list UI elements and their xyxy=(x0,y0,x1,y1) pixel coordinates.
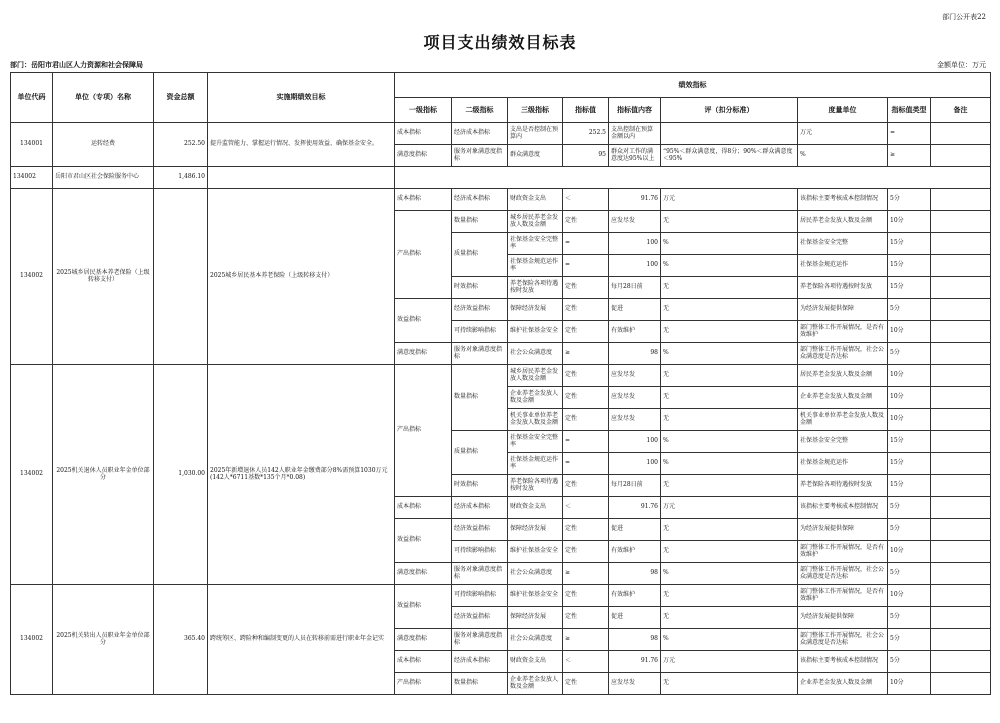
measure-unit: 万元 xyxy=(798,123,888,145)
value-content: 98 xyxy=(609,629,661,651)
col-unit-name: 单位（专项）名称 xyxy=(53,73,154,123)
level3: 群众满意度 xyxy=(508,145,563,167)
level2: 数量指标 xyxy=(452,211,508,233)
col-value-type: 指标值类型 xyxy=(888,98,931,123)
level2: 服务对象满意度指标 xyxy=(452,145,508,167)
scoring: 无 xyxy=(661,211,798,233)
target: 提升监管能力、掌握运行情况、发挥使用效益、确保基金安全。 xyxy=(208,123,395,167)
scoring: 无 xyxy=(661,585,798,607)
level3: 养老保险各项待遇按时发放 xyxy=(508,277,563,299)
value: ≥ xyxy=(563,343,609,365)
value-content: 有效维护 xyxy=(609,585,661,607)
col-target: 实施期绩效目标 xyxy=(208,73,395,123)
level3: 财政资金支出 xyxy=(508,189,563,211)
level1: 满意度指标 xyxy=(395,563,452,585)
remark xyxy=(931,233,991,255)
remark xyxy=(931,255,991,277)
table-row xyxy=(11,167,991,189)
col-unit-code: 单位代码 xyxy=(11,73,53,123)
level3: 维护社保基金安全 xyxy=(508,541,563,563)
scoring: 无 xyxy=(661,321,798,343)
value: 定性 xyxy=(563,321,609,343)
scoring: 无 xyxy=(661,277,798,299)
level2: 经济效益指标 xyxy=(452,519,508,541)
level2: 经济成本指标 xyxy=(452,123,508,145)
table-number: 部门公开表22 xyxy=(942,13,986,21)
scoring: 万元 xyxy=(661,651,798,673)
scoring: % xyxy=(661,431,798,453)
value-type: 10分 xyxy=(888,365,931,387)
target xyxy=(208,167,395,189)
remark xyxy=(931,365,991,387)
remark xyxy=(931,431,991,453)
value: 定性 xyxy=(563,585,609,607)
remark xyxy=(931,673,991,695)
value-content: 每月28日前 xyxy=(609,475,661,497)
measure-unit: 部门整体工作开展情况，是否有效维护 xyxy=(798,321,888,343)
funds-total xyxy=(154,189,208,365)
level1: 成本指标 xyxy=(395,123,452,145)
scoring: % xyxy=(661,453,798,475)
value-type: ≥ xyxy=(888,145,931,167)
remark xyxy=(931,299,991,321)
value-content: 应发尽发 xyxy=(609,387,661,409)
target: 2025年新增退休人员142人职业年金缴费部分8%需预算1030万元(142人*6711基数*135个月*0.08) xyxy=(208,365,395,585)
level1: 满意度指标 xyxy=(395,145,452,167)
funds-total: 252.50 xyxy=(154,123,208,167)
value: 定性 xyxy=(563,541,609,563)
value-content: 应发尽发 xyxy=(609,409,661,431)
scoring: 无 xyxy=(661,541,798,563)
measure-unit: 居民养老金发放人数及金额 xyxy=(798,211,888,233)
value-type: 10分 xyxy=(888,585,931,607)
value-type: 5分 xyxy=(888,629,931,651)
value-type: 10分 xyxy=(888,541,931,563)
level3: 社会公众满意度 xyxy=(508,343,563,365)
scoring: 万元 xyxy=(661,497,798,519)
value-type: 15分 xyxy=(888,453,931,475)
value-type: 15分 xyxy=(888,277,931,299)
value-content: 98 xyxy=(609,343,661,365)
value-type: 10分 xyxy=(888,673,931,695)
scoring: 无 xyxy=(661,409,798,431)
level2: 服务对象满意度指标 xyxy=(452,343,508,365)
scoring: 无 xyxy=(661,299,798,321)
value-type: 10分 xyxy=(888,211,931,233)
level3: 社保基金规范运作率 xyxy=(508,453,563,475)
col-indicators: 绩效指标 xyxy=(395,73,991,98)
scoring: 万元 xyxy=(661,189,798,211)
value: 252.5 xyxy=(563,123,609,145)
level3: 企业养老金发放人数及金额 xyxy=(508,387,563,409)
level2: 经济效益指标 xyxy=(452,299,508,321)
col-level1: 一级指标 xyxy=(395,98,452,123)
value-type: 5分 xyxy=(888,343,931,365)
level3: 机关事业单位养老金发放人数及金额 xyxy=(508,409,563,431)
value-content: 100 xyxy=(609,233,661,255)
funds-total: 365.40 xyxy=(154,585,208,695)
level2: 经济成本指标 xyxy=(452,651,508,673)
measure-unit: 部门整体工作开展情况，社会公众满意度是否达标 xyxy=(798,563,888,585)
col-scoring: 评（扣分标准） xyxy=(661,98,798,123)
value-type: = xyxy=(888,123,931,145)
value-content: 促进 xyxy=(609,299,661,321)
value-type: 10分 xyxy=(888,409,931,431)
level1: 效益指标 xyxy=(395,299,452,343)
value-content: 每月28日前 xyxy=(609,277,661,299)
target: 2025城乡居民基本养老保险（上级转移支付） xyxy=(208,189,395,365)
level3: 企业养老金发放人数及金额 xyxy=(508,673,563,695)
unit-name: 岳阳市君山区社会保险服务中心 xyxy=(53,167,154,189)
target: 跨统筹区、跨险种和编制变更的人员在转移前需进行职业年金记实 xyxy=(208,585,395,695)
value-type: 15分 xyxy=(888,233,931,255)
level2: 可持续影响指标 xyxy=(452,321,508,343)
remark xyxy=(931,497,991,519)
remark xyxy=(931,277,991,299)
level3: 保障经济发展 xyxy=(508,519,563,541)
unit-name: 2025城乡居民基本养老保险（上级转移支付） xyxy=(53,189,154,365)
level3: 财政资金支出 xyxy=(508,497,563,519)
measure-unit: 部门整体工作开展情况，社会公众满意度是否达标 xyxy=(798,343,888,365)
level3: 社会公众满意度 xyxy=(508,629,563,651)
department-label: 部门：岳阳市君山区人力资源和社会保障局 xyxy=(10,60,143,69)
remark xyxy=(931,629,991,651)
level3: 社保基金安全完整率 xyxy=(508,431,563,453)
measure-unit: 该指标主要考核成本控制情况 xyxy=(798,497,888,519)
value: 95 xyxy=(563,145,609,167)
measure-unit: 居民养老金发放人数及金额 xyxy=(798,365,888,387)
value: ≥ xyxy=(563,563,609,585)
level1: 成本指标 xyxy=(395,189,452,211)
value-type: 5分 xyxy=(888,651,931,673)
scoring xyxy=(661,123,798,145)
table-row xyxy=(11,585,991,607)
unit-name: 运转经费 xyxy=(53,123,154,167)
measure-unit: % xyxy=(798,145,888,167)
value-content: 促进 xyxy=(609,607,661,629)
measure-unit: 部门整体工作开展情况，社会公众满意度是否达标 xyxy=(798,629,888,651)
level2: 时效指标 xyxy=(452,277,508,299)
scoring: 无 xyxy=(661,519,798,541)
measure-unit: 养老保险各项待遇按时发放 xyxy=(798,475,888,497)
value: = xyxy=(563,255,609,277)
value-type: 5分 xyxy=(888,497,931,519)
scoring: 无 xyxy=(661,607,798,629)
value: 定性 xyxy=(563,607,609,629)
value-type: 15分 xyxy=(888,255,931,277)
unit-code: 134001 xyxy=(11,123,53,167)
value: 定性 xyxy=(563,673,609,695)
remark xyxy=(931,189,991,211)
level3: 维护社保基金安全 xyxy=(508,321,563,343)
col-measure-unit: 度量单位 xyxy=(798,98,888,123)
value: = xyxy=(563,233,609,255)
remark xyxy=(931,453,991,475)
value-content: 98 xyxy=(609,563,661,585)
measure-unit: 企业养老金发放人数及金额 xyxy=(798,387,888,409)
col-value-content: 指标值内容 xyxy=(609,98,661,123)
measure-unit: 为经济发展提供保障 xyxy=(798,299,888,321)
funds-total: 1,030.00 xyxy=(154,365,208,585)
unit-code: 134002 xyxy=(11,189,53,365)
value: 定性 xyxy=(563,475,609,497)
value: 定性 xyxy=(563,519,609,541)
funds-total: 1,486.10 xyxy=(154,167,208,189)
level2: 可持续影响指标 xyxy=(452,541,508,563)
scoring: % xyxy=(661,563,798,585)
level2: 数量指标 xyxy=(452,673,508,695)
level3: 社会公众满意度 xyxy=(508,563,563,585)
value: = xyxy=(563,453,609,475)
remark xyxy=(931,321,991,343)
level3: 城乡居民养老金发放人数及金额 xyxy=(508,211,563,233)
level3: 保障经济发展 xyxy=(508,299,563,321)
level1: 满意度指标 xyxy=(395,343,452,365)
value-content: 91.76 xyxy=(609,651,661,673)
value: ＜ xyxy=(563,497,609,519)
value-type: 5分 xyxy=(888,563,931,585)
value: 定性 xyxy=(563,277,609,299)
level3: 城乡居民养老金发放人数及金额 xyxy=(508,365,563,387)
measure-unit: 机关事业单位养老金发放人数及金额 xyxy=(798,409,888,431)
value-content: 应发尽发 xyxy=(609,365,661,387)
unit-code: 134002 xyxy=(11,365,53,585)
level1: 效益指标 xyxy=(395,519,452,563)
value: 定性 xyxy=(563,387,609,409)
scoring: % xyxy=(661,629,798,651)
value-content: 群众对工作的满意度达95%以上 xyxy=(609,145,661,167)
scoring: 无 xyxy=(661,365,798,387)
table-row xyxy=(11,365,991,387)
value: ≥ xyxy=(563,629,609,651)
measure-unit: 部门整体工作开展情况，是否有效维护 xyxy=(798,585,888,607)
measure-unit: 社保基金安全完整 xyxy=(798,233,888,255)
measure-unit: 该指标主要考核成本控制情况 xyxy=(798,189,888,211)
measure-unit: 为经济发展提供保障 xyxy=(798,607,888,629)
value-type: 10分 xyxy=(888,321,931,343)
indicator-blank xyxy=(395,167,991,189)
remark xyxy=(931,563,991,585)
unit-name: 2025机关转出人员职业年金单位部分 xyxy=(53,585,154,695)
level1: 效益指标 xyxy=(395,585,452,629)
measure-unit: 养老保险各项待遇按时发放 xyxy=(798,277,888,299)
scoring: 无 xyxy=(661,673,798,695)
table-row xyxy=(11,123,991,145)
measure-unit: 部门整体工作开展情况，是否有效维护 xyxy=(798,541,888,563)
level1: 成本指标 xyxy=(395,497,452,519)
value: 定性 xyxy=(563,211,609,233)
col-remark: 备注 xyxy=(931,98,991,123)
level2: 经济成本指标 xyxy=(452,497,508,519)
value-content: 有效维护 xyxy=(609,321,661,343)
value-content: 应发尽发 xyxy=(609,673,661,695)
col-value: 指标值 xyxy=(563,98,609,123)
level3: 支出是否控制在预算内 xyxy=(508,123,563,145)
level1: 成本指标 xyxy=(395,651,452,673)
unit-code: 134002 xyxy=(11,585,53,695)
level2: 经济成本指标 xyxy=(452,189,508,211)
measure-unit: 企业养老金发放人数及金额 xyxy=(798,673,888,695)
level3: 财政资金支出 xyxy=(508,651,563,673)
level2: 服务对象满意度指标 xyxy=(452,563,508,585)
remark xyxy=(931,541,991,563)
value: 定性 xyxy=(563,409,609,431)
col-funds-total: 资金总额 xyxy=(154,73,208,123)
measure-unit: 该指标主要考核成本控制情况 xyxy=(798,651,888,673)
level1: 产出指标 xyxy=(395,365,452,497)
level3: 养老保险各项待遇按时发放 xyxy=(508,475,563,497)
scoring: % xyxy=(661,343,798,365)
remark xyxy=(931,475,991,497)
level2: 经济效益指标 xyxy=(452,607,508,629)
remark xyxy=(931,607,991,629)
level3: 社保基金规范运作率 xyxy=(508,255,563,277)
performance-target-table xyxy=(10,72,991,695)
value: 定性 xyxy=(563,299,609,321)
value: ＜ xyxy=(563,189,609,211)
scoring: 无 xyxy=(661,387,798,409)
level1: 产出指标 xyxy=(395,673,452,695)
level3: 保障经济发展 xyxy=(508,607,563,629)
scoring: 无 xyxy=(661,475,798,497)
remark xyxy=(931,651,991,673)
value-type: 5分 xyxy=(888,299,931,321)
unit-name: 2025机关退休人员职业年金单位部分 xyxy=(53,365,154,585)
measure-unit: 社保基金规范运作 xyxy=(798,255,888,277)
page-title: 项目支出绩效目标表 xyxy=(423,33,577,52)
value-type: 10分 xyxy=(888,387,931,409)
value-type: 5分 xyxy=(888,607,931,629)
measure-unit: 为经济发展提供保障 xyxy=(798,519,888,541)
value-content: 91.76 xyxy=(609,497,661,519)
level2: 质量指标 xyxy=(452,431,508,475)
remark xyxy=(931,387,991,409)
remark xyxy=(931,211,991,233)
value: ＜ xyxy=(563,651,609,673)
table-row xyxy=(11,189,991,211)
measure-unit: 社保基金规范运作 xyxy=(798,453,888,475)
level2: 可持续影响指标 xyxy=(452,585,508,607)
value: 定性 xyxy=(563,365,609,387)
level2: 时效指标 xyxy=(452,475,508,497)
value-content: 100 xyxy=(609,255,661,277)
value-content: 91.76 xyxy=(609,189,661,211)
value-content: 应发尽发 xyxy=(609,211,661,233)
level1: 满意度指标 xyxy=(395,629,452,651)
level3: 社保基金安全完整率 xyxy=(508,233,563,255)
unit-code: 134002 xyxy=(11,167,53,189)
scoring: “95%＜群众满意度，得8分；90%＜群众满意度＜95% xyxy=(661,145,798,167)
scoring: % xyxy=(661,233,798,255)
value-content: 促进 xyxy=(609,519,661,541)
col-level3: 三级指标 xyxy=(508,98,563,123)
remark xyxy=(931,519,991,541)
value-content: 支出控制在预算金额以内 xyxy=(609,123,661,145)
remark xyxy=(931,145,991,167)
remark xyxy=(931,409,991,431)
scoring: % xyxy=(661,255,798,277)
value-type: 5分 xyxy=(888,519,931,541)
level2: 质量指标 xyxy=(452,233,508,277)
level2: 数量指标 xyxy=(452,365,508,431)
level1: 产出指标 xyxy=(395,211,452,299)
value-type: 15分 xyxy=(888,475,931,497)
value-type: 5分 xyxy=(888,189,931,211)
remark xyxy=(931,585,991,607)
value: = xyxy=(563,431,609,453)
col-level2: 二级指标 xyxy=(452,98,508,123)
value-content: 100 xyxy=(609,431,661,453)
value-content: 100 xyxy=(609,453,661,475)
level3: 维护社保基金安全 xyxy=(508,585,563,607)
remark xyxy=(931,343,991,365)
measure-unit: 社保基金安全完整 xyxy=(798,431,888,453)
amount-unit-label: 金额单位：万元 xyxy=(937,61,986,69)
value-type: 15分 xyxy=(888,431,931,453)
level2: 服务对象满意度指标 xyxy=(452,629,508,651)
remark xyxy=(931,123,991,145)
value-content: 有效维护 xyxy=(609,541,661,563)
